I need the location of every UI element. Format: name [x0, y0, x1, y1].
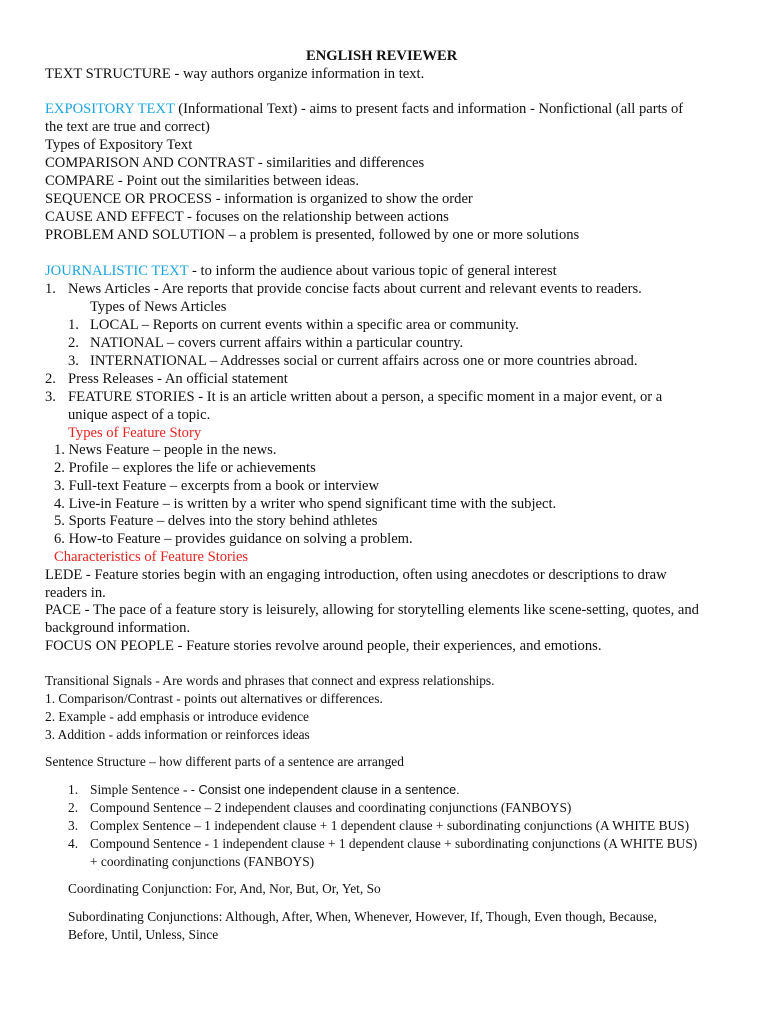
expository-type-item: SEQUENCE OR PROCESS - information is organized to show the order: [45, 191, 473, 207]
list-number: 2.: [68, 335, 79, 351]
characteristics-heading: Characteristics of Feature Stories: [54, 549, 249, 565]
lede-item: LEDE - Feature stories begin with an engaging introduction, often using anecdotes or descriptions to draw: [45, 567, 667, 583]
pace-item: PACE - The pace of a feature story is leisurely, allowing for storytelling elements like scene-setting, quotes, and: [45, 602, 699, 618]
list-number: 3.: [68, 818, 79, 833]
feature-type-item: 5. Sports Feature – delves into the story behind athletes: [54, 513, 378, 529]
expository-types-heading: Types of Expository Text: [45, 137, 193, 153]
feature-stories-cont: unique aspect of a topic.: [68, 407, 211, 423]
list-number: 4.: [68, 836, 79, 851]
news-types-heading: Types of News Articles: [90, 299, 227, 315]
journalistic-term: JOURNALISTIC TEXT: [45, 263, 189, 279]
news-articles-item: News Articles - Are reports that provide concise facts about current and relevant events to readers.: [68, 281, 642, 297]
expository-def-cont: the text are true and correct): [45, 119, 210, 135]
sentence-label: Simple Sentence -: [90, 782, 191, 797]
feature-type-item: 6. How-to Feature – provides guidance on solving a problem.: [54, 531, 413, 547]
list-number: 2.: [45, 371, 56, 387]
sentence-desc: - Consist one independent clause in a sentence.: [190, 783, 460, 797]
transitional-heading: Transitional Signals - Are words and phrases that connect and express relationships.: [45, 673, 495, 688]
transitional-item: 3. Addition - adds information or reinforces ideas: [45, 727, 310, 742]
journalistic-def: - to inform the audience about various topic of general interest: [188, 263, 557, 279]
sentence-item: Compound Sentence - 1 independent clause + 1 dependent clause + subordinating conjunctions (A WHITE BUS): [90, 836, 698, 851]
sentence-item: Complex Sentence – 1 independent clause + 1 dependent clause + subordinating conjunctions (A WHITE BUS): [90, 818, 690, 833]
coordinating-line: Coordinating Conjunction: For, And, Nor, But, Or, Yet, So: [68, 881, 381, 896]
sentence-item: [90, 781, 460, 799]
news-type-item: LOCAL – Reports on current events within a specific area or community.: [90, 317, 519, 333]
lede-cont: readers in.: [45, 585, 106, 601]
list-number: 1.: [45, 281, 56, 297]
expository-type-item: COMPARE - Point out the similarities between ideas.: [45, 173, 360, 189]
expository-type-item: COMPARISON AND CONTRAST - similarities and differences: [45, 155, 425, 171]
focus-item: FOCUS ON PEOPLE - Feature stories revolve around people, their experiences, and emotions.: [45, 638, 602, 654]
feature-type-item: 2. Profile – explores the life or achievements: [54, 460, 316, 476]
feature-type-item: 3. Full-text Feature – excerpts from a book or interview: [54, 478, 380, 494]
feature-type-item: 4. Live-in Feature – is written by a writer who spend significant time with the subject.: [54, 496, 557, 512]
press-releases-item: Press Releases - An official statement: [68, 371, 288, 387]
page-title: ENGLISH REVIEWER: [306, 48, 458, 64]
news-type-item: INTERNATIONAL – Addresses social or current affairs across one or more countries abroad.: [90, 353, 638, 369]
journalistic-definition: [45, 262, 557, 280]
feature-stories-item: FEATURE STORIES - It is an article written about a person, a specific moment in a major event, or a: [68, 389, 663, 405]
sentence-item-cont: + coordinating conjunctions (FANBOYS): [90, 854, 315, 869]
feature-type-item: 1. News Feature – people in the news.: [54, 442, 277, 458]
expository-definition: [45, 100, 683, 118]
expository-type-item: PROBLEM AND SOLUTION – a problem is presented, followed by one or more solutions: [45, 227, 580, 243]
feature-types-heading: Types of Feature Story: [68, 425, 202, 441]
subordinating-cont: Before, Until, Unless, Since: [68, 927, 219, 942]
transitional-item: 2. Example - add emphasis or introduce evidence: [45, 709, 310, 724]
subordinating-line: Subordinating Conjunctions: Although, After, When, Whenever, However, If, Though, Even though, Because,: [68, 909, 657, 924]
list-number: 3.: [68, 353, 79, 369]
text-structure-line: TEXT STRUCTURE - way authors organize information in text.: [45, 66, 425, 82]
sentence-item: Compound Sentence – 2 independent clauses and coordinating conjunctions (FANBOYS): [90, 800, 572, 815]
list-number: 2.: [68, 800, 79, 815]
list-number: 3.: [45, 389, 56, 405]
sentence-structure-heading: Sentence Structure – how different parts of a sentence are arranged: [45, 754, 404, 769]
expository-term: EXPOSITORY TEXT: [45, 101, 175, 117]
transitional-item: 1. Comparison/Contrast - points out alternatives or differences.: [45, 691, 383, 706]
list-number: 1.: [68, 317, 79, 333]
pace-cont: background information.: [45, 620, 191, 636]
news-type-item: NATIONAL – covers current affairs within a particular country.: [90, 335, 464, 351]
expository-def: (Informational Text) - aims to present facts and information - Nonfictional (all parts of: [174, 101, 684, 117]
list-number: 1.: [68, 782, 79, 797]
expository-type-item: CAUSE AND EFFECT - focuses on the relationship between actions: [45, 209, 449, 225]
